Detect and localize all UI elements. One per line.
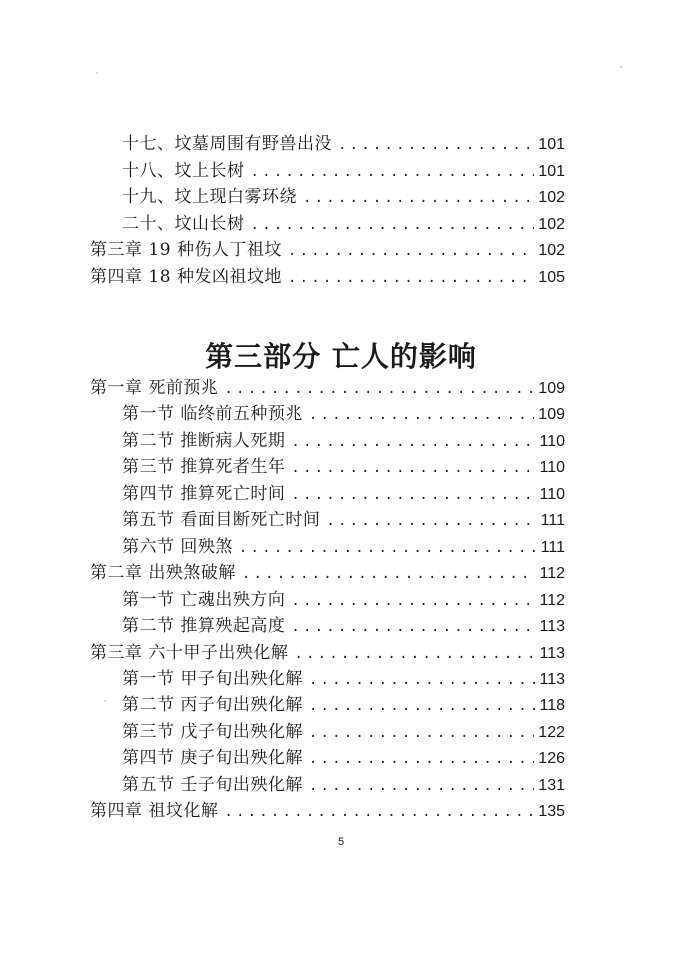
- toc-dot-leader: [309, 773, 534, 799]
- toc-dot-leader: [326, 508, 536, 534]
- toc-dot-leader: [224, 799, 534, 825]
- toc-entry: [90, 264, 565, 290]
- page-number: 5: [337, 836, 345, 848]
- toc-entry: [90, 640, 565, 666]
- toc-entry-label: 第四节 推算死亡时间: [122, 483, 286, 504]
- toc-entry-page: 112: [539, 591, 565, 609]
- toc-entry-label: 第四节 庚子旬出殃化解: [122, 748, 303, 769]
- toc-entry-label: 第二节 推算殃起高度: [122, 616, 286, 637]
- toc-dot-leader: [291, 614, 535, 640]
- toc-entry: [122, 481, 565, 507]
- toc-entry-label: 第六节 回殃煞: [122, 536, 233, 557]
- toc-entry-page: 102: [538, 215, 565, 233]
- toc-entry-label: 二十、坟山长树: [122, 213, 245, 234]
- toc-entry-page: 102: [538, 242, 565, 260]
- toc-entry: [90, 798, 565, 824]
- toc-entry-page: 105: [538, 269, 565, 286]
- toc-entry: [90, 237, 565, 263]
- toc-dot-leader: [291, 429, 535, 455]
- toc-entry: [90, 375, 565, 401]
- toc-dot-leader: [242, 561, 536, 587]
- toc-entry-label: 第三章 19 种伤人丁祖坟: [90, 240, 282, 261]
- toc-entry: [122, 692, 565, 718]
- toc-entry: [122, 587, 565, 613]
- toc-entry-label: 第二章 出殃煞破解: [90, 563, 236, 584]
- toc-entry-page: 101: [538, 162, 565, 180]
- toc-entry-label: 第三章 六十甲子出殃化解: [90, 642, 289, 663]
- toc-entry: [122, 158, 565, 184]
- toc-dot-leader: [309, 667, 536, 693]
- toc-dot-leader: [338, 132, 534, 158]
- toc-dot-leader: [309, 402, 534, 428]
- toc-dot-leader: [309, 720, 534, 746]
- toc-entry: [122, 534, 565, 560]
- scan-speck: [620, 66, 622, 68]
- toc-dot-leader: [291, 482, 535, 508]
- toc-entry-label: 第二节 丙子旬出殃化解: [122, 695, 303, 716]
- toc-dot-leader: [309, 746, 534, 772]
- toc-entry-label: 第三节 戊子旬出殃化解: [122, 721, 303, 742]
- toc-entry: [90, 560, 565, 586]
- toc-entry-page: 109: [538, 406, 565, 424]
- toc-dot-leader: [288, 238, 534, 264]
- toc-entry: [122, 401, 565, 427]
- toc-dot-leader: [294, 641, 535, 667]
- section-title: 第三部分 亡人的影响: [205, 340, 477, 373]
- toc-entry-label: 第四章 祖坟化解: [90, 801, 219, 822]
- toc-entry-page: 118: [539, 697, 565, 715]
- toc-entry-label: 第五节 看面目断死亡时间: [122, 510, 321, 531]
- toc-dot-leader: [251, 159, 535, 185]
- toc-entry: [122, 454, 565, 480]
- toc-entry: [122, 211, 565, 237]
- toc-entry: [122, 131, 565, 157]
- toc-entry-label: 第五节 壬子旬出殃化解: [122, 774, 303, 795]
- toc-dot-leader: [251, 212, 535, 238]
- toc-entry-label: 第一节 临终前五种预兆: [122, 404, 303, 425]
- toc-dot-leader: [239, 535, 537, 561]
- toc-dot-leader: [303, 185, 534, 211]
- toc-entry: [122, 507, 565, 533]
- toc-entry: [122, 184, 565, 210]
- scan-speck: [96, 72, 98, 74]
- toc-entry-page: 110: [539, 485, 565, 503]
- toc-entry: [122, 428, 565, 454]
- toc-entry-page: 113: [539, 644, 565, 662]
- toc-dot-leader: [291, 455, 535, 481]
- toc-entry-page: 109: [538, 380, 565, 397]
- toc-entry-page: 110: [539, 432, 565, 450]
- toc-entry-label: 第二节 推断病人死期: [122, 430, 286, 451]
- toc-entry-page: 122: [538, 723, 565, 741]
- toc-entry-label: 第一节 亡魂出殃方向: [122, 589, 286, 610]
- toc-entry-label: 第四章 18 种发凶祖坟地: [90, 267, 282, 287]
- toc-entry-page: 110: [539, 459, 565, 477]
- toc-entry-page: 111: [540, 538, 565, 556]
- toc-entry: [122, 745, 565, 771]
- toc-entry: [122, 772, 565, 798]
- toc-entry-label: 十九、坟上现白雾环绕: [122, 187, 297, 208]
- toc-entry-page: 112: [539, 565, 565, 583]
- toc-entry-label: 第一节 甲子旬出殃化解: [122, 668, 303, 689]
- toc-entry-page: 131: [538, 776, 565, 794]
- scan-speck: [104, 700, 106, 702]
- toc-dot-leader: [224, 376, 534, 402]
- toc-entry-page: 113: [539, 618, 565, 636]
- toc-entry-label: 十八、坟上长树: [122, 160, 245, 181]
- toc-dot-leader: [309, 693, 536, 719]
- toc-dot-leader: [288, 265, 534, 291]
- toc-entry: [122, 666, 565, 692]
- toc-entry-page: 101: [538, 136, 565, 153]
- toc-entry: [122, 613, 565, 639]
- toc-entry-label: 第三节 推算死者生年: [122, 457, 286, 478]
- toc-entry-page: 111: [540, 512, 565, 530]
- toc-entry-page: 126: [538, 750, 565, 768]
- toc-dot-leader: [291, 588, 535, 614]
- toc-entry-page: 135: [538, 803, 565, 821]
- toc-entry-page: 102: [538, 189, 565, 207]
- toc-entry-label: 第一章 死前预兆: [90, 378, 219, 398]
- toc-entry-page: 113: [539, 670, 565, 688]
- toc-entry: [122, 719, 565, 745]
- toc-entry-label: 十七、坟墓周围有野兽出没: [122, 134, 332, 154]
